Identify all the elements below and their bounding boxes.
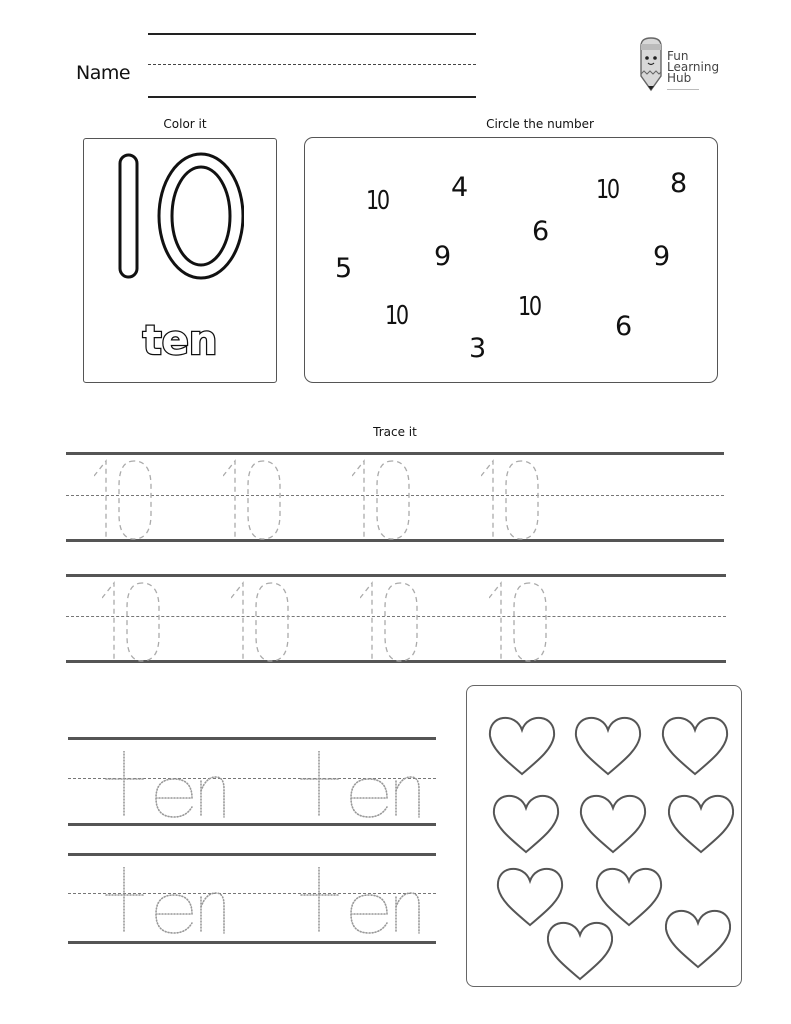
trace-word-row-2 <box>68 853 436 945</box>
heart-outline-icon[interactable] <box>581 796 645 852</box>
trace-word-ten[interactable] <box>291 867 421 937</box>
logo-line-3: Hub <box>667 71 692 85</box>
heart-outline-icon[interactable] <box>548 923 612 979</box>
trace-word-ten[interactable] <box>291 751 421 821</box>
color-it-box <box>83 138 277 383</box>
trace-number-10[interactable] <box>102 578 182 664</box>
scatter-number-6[interactable]: 6 <box>532 216 550 247</box>
row-bottom-line <box>68 941 436 944</box>
number-10-outline[interactable] <box>114 149 244 284</box>
scatter-number-10[interactable]: 10 <box>518 292 540 322</box>
row-bottom-line <box>68 823 436 826</box>
trace-it-label: Trace it <box>373 425 417 439</box>
scatter-number-4[interactable]: 4 <box>451 172 469 203</box>
scatter-number-10[interactable]: 10 <box>385 301 407 331</box>
trace-number-10[interactable] <box>352 456 432 542</box>
scatter-number-10[interactable]: 10 <box>596 175 618 205</box>
trace-number-10[interactable] <box>489 578 569 664</box>
circle-number-label: Circle the number <box>486 117 594 131</box>
trace-word-ten[interactable] <box>96 867 226 937</box>
logo-line-1: Fun <box>667 49 689 63</box>
scatter-number-8[interactable]: 8 <box>670 168 688 199</box>
row-top-line <box>66 452 724 455</box>
heart-outline-icon[interactable] <box>490 718 554 774</box>
logo-underline <box>667 89 699 90</box>
heart-outline-icon[interactable] <box>666 911 730 967</box>
logo-line-2: Learning <box>667 60 720 74</box>
word-ten-outline[interactable] <box>130 314 230 364</box>
trace-number-row-2 <box>66 574 726 666</box>
scatter-number-10[interactable]: 10 <box>366 186 388 216</box>
heart-outline-icon[interactable] <box>597 869 661 925</box>
scatter-number-9[interactable]: 9 <box>434 241 452 272</box>
hearts-group[interactable] <box>467 686 743 988</box>
heart-outline-icon[interactable] <box>494 796 558 852</box>
name-line-bottom[interactable] <box>148 96 476 98</box>
hearts-box <box>466 685 742 987</box>
heart-outline-icon[interactable] <box>669 796 733 852</box>
trace-number-row-1 <box>66 452 724 544</box>
word-ten-text: ten <box>142 318 218 364</box>
pencil-mascot-icon <box>638 36 664 92</box>
scatter-number-5[interactable]: 5 <box>335 253 353 284</box>
trace-number-10[interactable] <box>360 578 440 664</box>
scatter-number-9[interactable]: 9 <box>653 241 671 272</box>
heart-outline-icon[interactable] <box>663 718 727 774</box>
name-line-mid <box>148 64 476 65</box>
trace-word-row-1 <box>68 737 436 829</box>
trace-number-10[interactable] <box>94 456 174 542</box>
scatter-number-3[interactable]: 3 <box>469 333 487 364</box>
logo <box>638 36 738 92</box>
heart-outline-icon[interactable] <box>498 869 562 925</box>
scatter-number-6[interactable]: 6 <box>615 311 633 342</box>
trace-word-ten[interactable] <box>96 751 226 821</box>
row-top-line <box>68 737 436 740</box>
row-top-line <box>68 853 436 856</box>
trace-number-10[interactable] <box>231 578 311 664</box>
trace-number-10[interactable] <box>481 456 561 542</box>
heart-outline-icon[interactable] <box>576 718 640 774</box>
name-line-top <box>148 33 476 35</box>
trace-number-10[interactable] <box>223 456 303 542</box>
name-label: Name <box>76 62 131 84</box>
row-top-line <box>66 574 726 577</box>
color-it-label: Color it <box>163 117 207 131</box>
